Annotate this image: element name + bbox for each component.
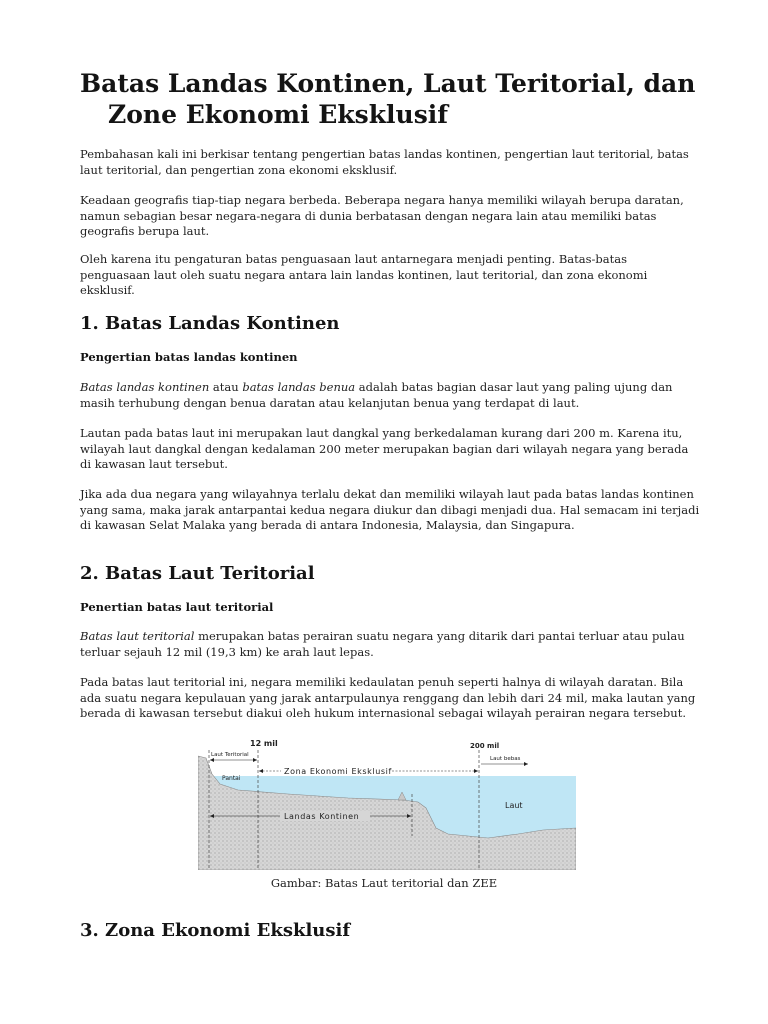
conjunction-text: atau: [209, 380, 243, 394]
label-laut: Laut: [505, 801, 523, 810]
label-zona-ekonomi-eksklusif: Zona Ekonomi Eksklusif: [284, 767, 392, 776]
title-line-1: Batas Landas Kontinen, Laut Teritorial, dan: [80, 69, 696, 98]
page-title: [80, 68, 710, 130]
section-1-paragraph-1: [80, 380, 700, 411]
label-12-mil: 12 mil: [250, 739, 278, 748]
term-batas-laut-teritorial: Batas laut teritorial: [80, 629, 195, 643]
section-1-heading: 1. Batas Landas Kontinen: [80, 313, 340, 334]
label-200-mil: 200 mil: [470, 742, 500, 750]
section-1-subheading: Pengertian batas landas kontinen: [80, 350, 298, 364]
intro-paragraph-1: Pembahasan kali ini berkisar tentang pengertian batas landas kontinen, pengertian laut teritorial, batas laut teritorial, dan pengertian zona ekonomi eksklusif.: [80, 147, 689, 177]
label-laut-bebas: Laut bebas: [490, 756, 521, 762]
label-laut-teritorial: Laut Teritorial: [211, 752, 249, 758]
intro-paragraph-3: Oleh karena itu pengaturan batas penguasaan laut antarnegara menjadi penting. Batas-batas penguasaan laut oleh suatu negara antara lain landas kontinen, laut teritorial, dan zona ekonomi eksklusif.: [80, 252, 648, 297]
figure-caption: Gambar: Batas Laut teritorial dan ZEE: [270, 876, 498, 890]
section-1-paragraph-2: Lautan pada batas laut ini merupakan laut dangkal yang berkedalaman kurang dari 200 m. Karena itu, wilayah laut dangkal dengan kedalaman 200 meter merupakan bagian dari wilayah negara yang berada di kawasan laut tersebut.: [80, 426, 689, 471]
term-batas-landas-kontinen: Batas landas kontinen: [80, 380, 210, 394]
term-batas-landas-benua: batas landas benua: [242, 380, 356, 394]
intro-paragraph-2: Keadaan geografis tiap-tiap negara berbeda. Beberapa negara hanya memiliki wilayah berupa daratan, namun sebagian besar negara-negara di dunia berbatasan dengan negara lain atau memiliki batas geografis berupa laut.: [80, 193, 684, 238]
label-landas-kontinen: Landas Kontinen: [284, 812, 360, 821]
section-2-heading: 2. Batas Laut Teritorial: [80, 563, 315, 584]
section-2-paragraph-2: Pada batas laut teritorial ini, negara memiliki kedaulatan penuh seperti halnya di wilayah daratan. Bila ada suatu negara kepulauan yang jarak antarpulaunya renggang dan lebih dari 24 mil, maka lautan yang berada di kawasan tersebut diakui oleh hukum internasional sebagai wilayah perairan negara tersebut.: [80, 675, 696, 720]
section-3-heading: 3. Zona Ekonomi Eksklusif: [80, 920, 351, 941]
title-line-2: Zone Ekonomi Eksklusif: [108, 100, 449, 129]
section-2-paragraph-1: [80, 629, 700, 660]
section-1-paragraph-3: Jika ada dua negara yang wilayahnya terlalu dekat dan memiliki wilayah laut pada batas landas kontinen yang sama, maka jarak antarpantai kedua negara diukur dan dibagi menjadi dua. Hal semacam ini terjadi di kawasan Selat Malaka yang berada di antara Indonesia, Malaysia, dan Singapura.: [80, 487, 700, 532]
definition-text: merupakan batas perairan suatu negara yang ditarik dari pantai terluar atau pulau terluar sejauh 12 mil (19,3 km) ke arah laut lepas.: [80, 629, 685, 659]
section-2-subheading: Penertian batas laut teritorial: [80, 600, 274, 614]
label-pantai: Pantai: [222, 775, 241, 782]
maritime-zones-diagram: [198, 736, 576, 870]
definition-text: adalah batas bagian dasar laut yang paling ujung dan masih terhubung dengan benua daratan atau kelanjutan benua yang terdapat di laut.: [80, 380, 673, 410]
